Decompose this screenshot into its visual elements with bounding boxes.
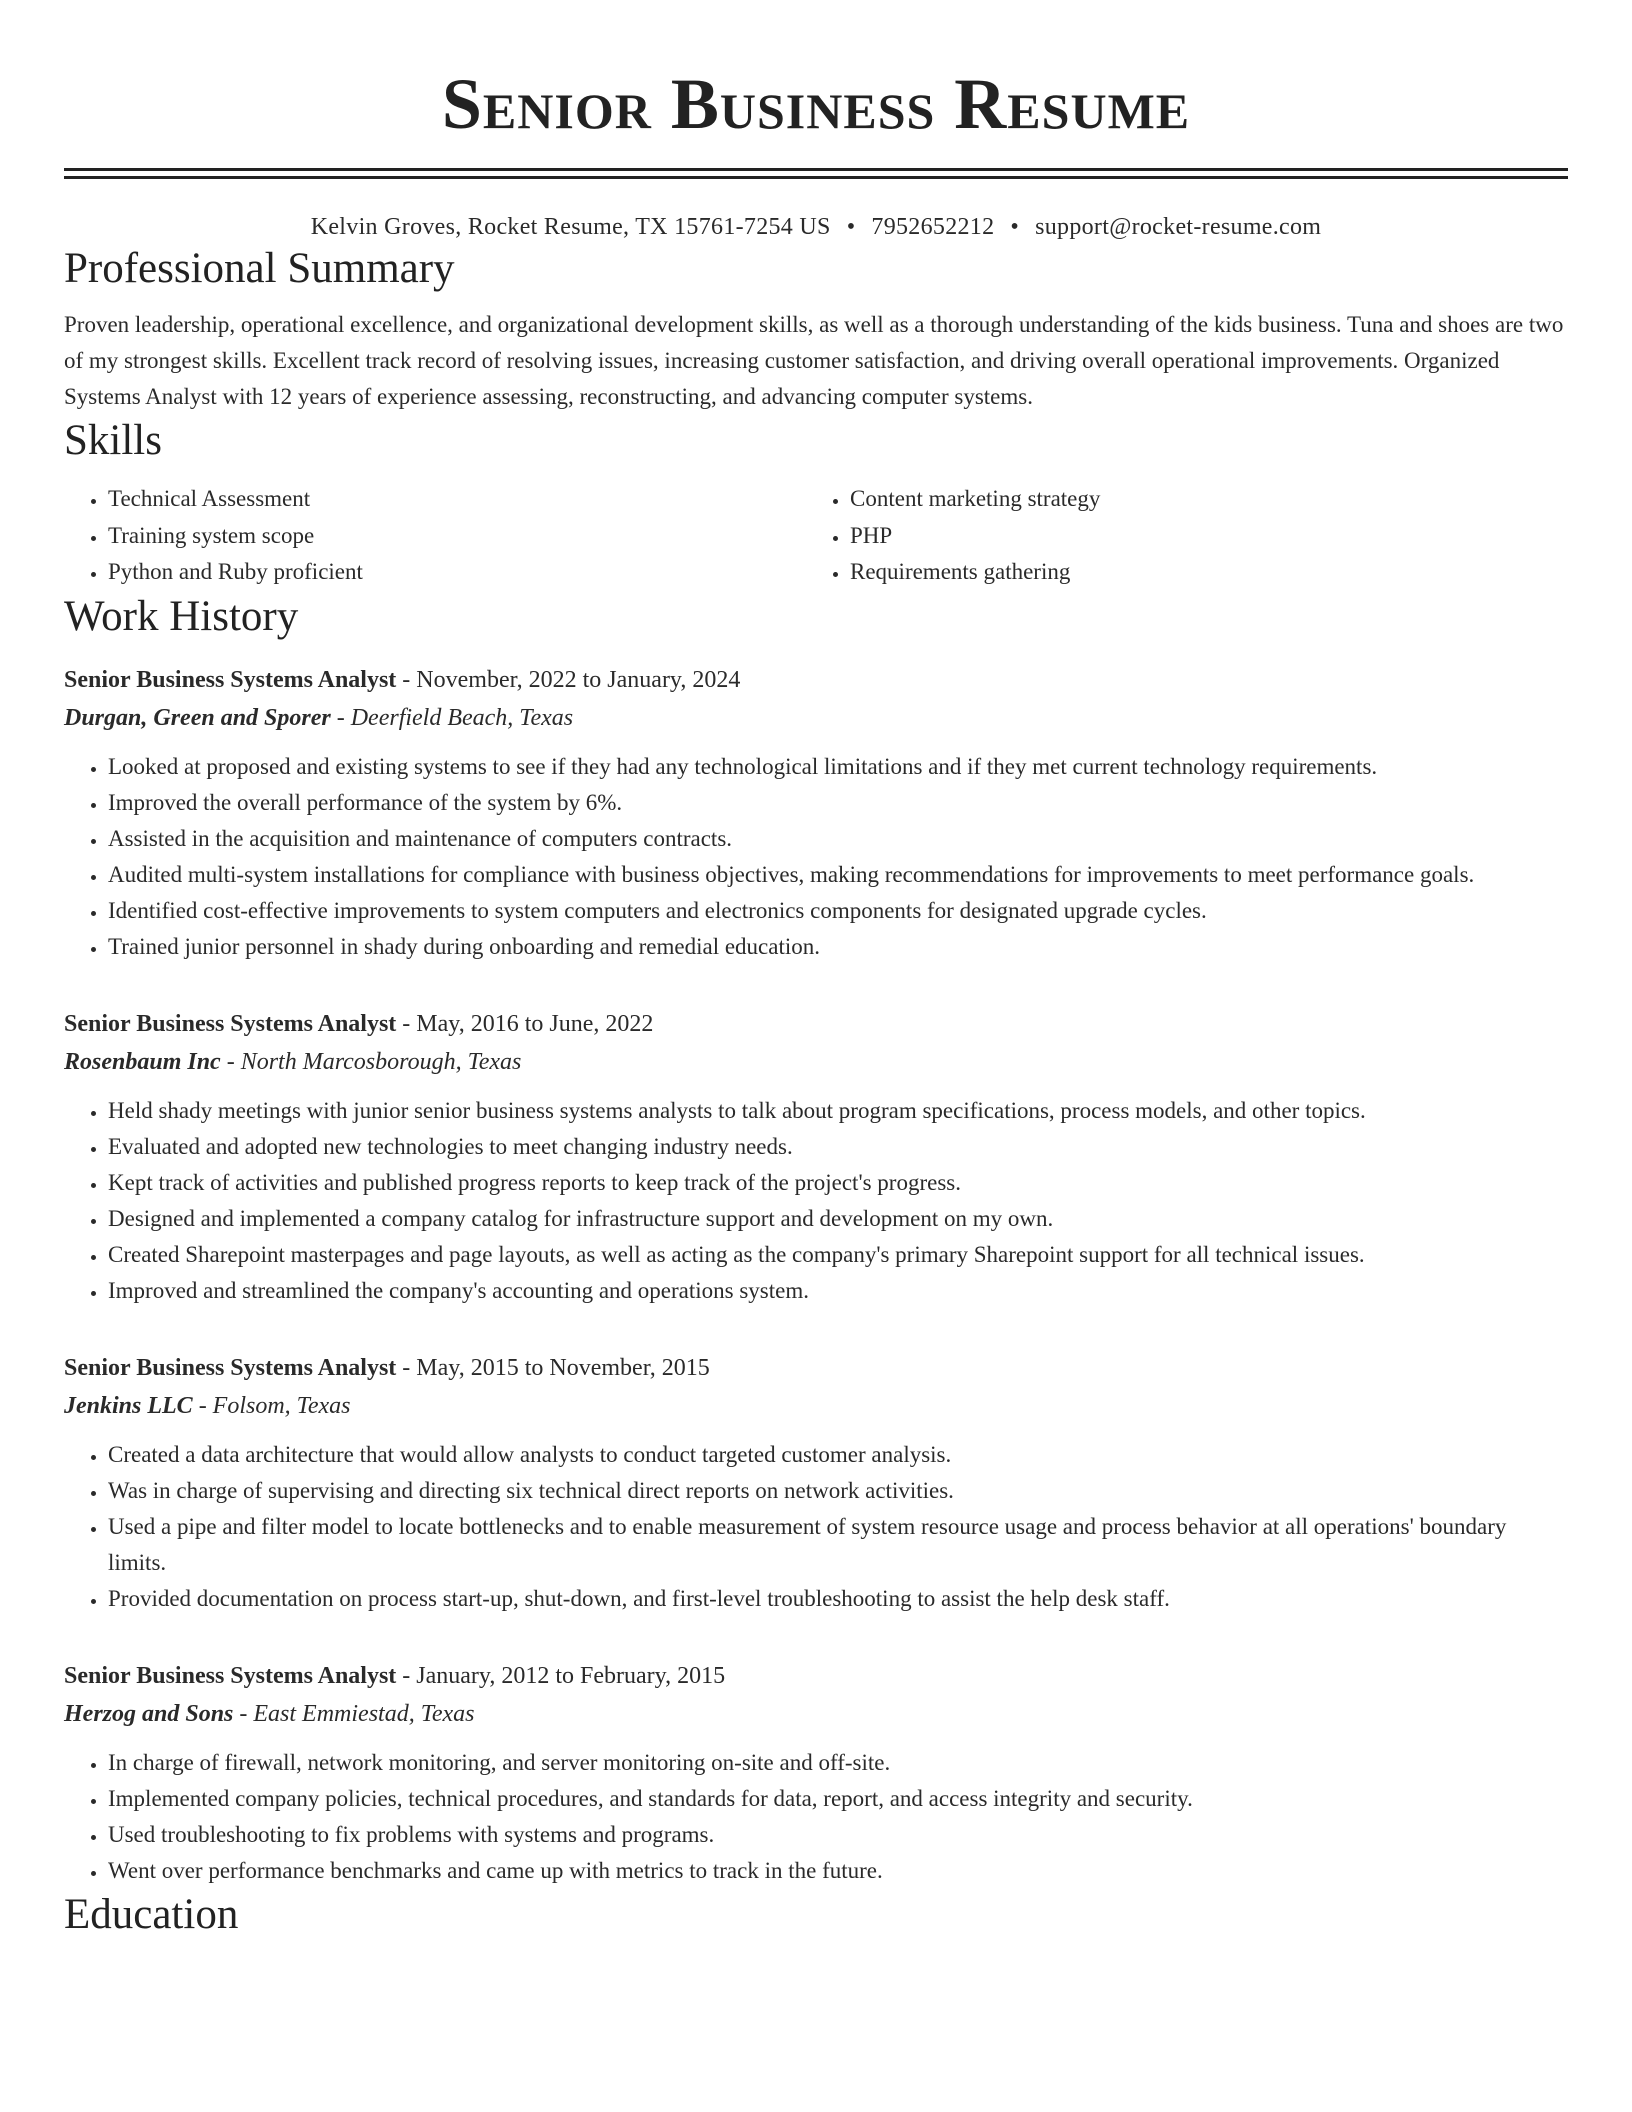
contact-separator: • <box>1010 214 1020 240</box>
duties-list <box>64 1437 1568 1617</box>
skills-list <box>64 481 1568 591</box>
duty-item: • Used troubleshooting to fix problems with systems and programs. <box>108 1817 1568 1853</box>
job-entry <box>64 1005 1568 1309</box>
company-header <box>64 1695 1568 1733</box>
duty-item: • Held shady meetings with junior senior business systems analysts to talk about program specifications, process models, and other topics. <box>108 1093 1568 1129</box>
job-header <box>64 661 1568 699</box>
job-title: Senior Business Systems Analyst <box>64 666 397 693</box>
duty-item: • Identified cost-effective improvements to system computers and electronics components for designated upgrade cycles. <box>108 893 1568 929</box>
duty-item: • Improved the overall performance of the system by 6%. <box>108 785 1568 821</box>
duty-item: • Created a data architecture that would allow analysts to conduct targeted customer analysis. <box>108 1437 1568 1473</box>
company-name: Jenkins LLC <box>64 1392 193 1419</box>
skill-item: • Technical Assessment <box>108 481 806 518</box>
job-title: Senior Business Systems Analyst <box>64 1354 397 1381</box>
duty-item: • Trained junior personnel in shady during onboarding and remedial education. <box>108 929 1568 965</box>
duty-item: • In charge of firewall, network monitoring, and server monitoring on-site and off-site. <box>108 1745 1568 1781</box>
company-name: Herzog and Sons <box>64 1700 234 1727</box>
job-dates: - May, 2015 to November, 2015 <box>396 1354 710 1381</box>
duties-list <box>64 749 1568 965</box>
duty-item: • Used a pipe and filter model to locate bottlenecks and to enable measurement of system resource usage and process behavior at all operations' boundary limits. <box>108 1509 1568 1581</box>
skill-item: • Training system scope <box>108 518 806 555</box>
job-header <box>64 1005 1568 1043</box>
contact-phone: 7952652212 <box>871 214 995 240</box>
skills-column-left <box>64 481 806 591</box>
duty-item: • Improved and streamlined the company's accounting and operations system. <box>108 1273 1568 1309</box>
contact-address: Kelvin Groves, Rocket Resume, TX 15761-7254 US <box>310 214 831 240</box>
company-name: Durgan, Green and Sporer <box>64 704 331 731</box>
job-header <box>64 1657 1568 1695</box>
job-entry <box>64 661 1568 965</box>
company-location: - Deerfield Beach, Texas <box>330 704 574 731</box>
contact-line <box>64 211 1568 243</box>
skill-item: • PHP <box>850 518 1548 555</box>
work-history-heading: Work History <box>64 592 299 640</box>
summary-heading: Professional Summary <box>64 245 455 292</box>
skill-item: • Content marketing strategy <box>850 481 1548 518</box>
skill-item: • Python and Ruby proficient <box>108 554 806 591</box>
summary-text: Proven leadership, operational excellence, and organizational development skills, as well as a thorough understanding of the kids business. Tuna and shoes are two of my strongest skills. Excellent track record of resolving issues, increasing customer satisfaction, and driving overall operational improvements. Organized Systems Analyst with 12 years of experience assessing, reconstructing, and advancing computer systems. <box>64 312 1564 409</box>
company-name: Rosenbaum Inc <box>64 1048 221 1075</box>
company-location: - North Marcosborough, Texas <box>220 1048 522 1075</box>
duties-list <box>64 1093 1568 1309</box>
skills-column-right <box>806 481 1548 591</box>
education-heading: Education <box>64 1890 239 1938</box>
duties-list <box>64 1745 1568 1889</box>
job-header <box>64 1349 1568 1387</box>
duty-item: • Created Sharepoint masterpages and page layouts, as well as acting as the company's primary Sharepoint support for all technical issues. <box>108 1237 1568 1273</box>
company-location: - East Emmiestad, Texas <box>233 1700 475 1727</box>
duty-item: • Went over performance benchmarks and came up with metrics to track in the future. <box>108 1853 1568 1889</box>
duty-item: • Assisted in the acquisition and maintenance of computers contracts. <box>108 821 1568 857</box>
company-header <box>64 1043 1568 1081</box>
company-header <box>64 699 1568 737</box>
company-header <box>64 1387 1568 1425</box>
page-title: Senior Business Resume <box>441 64 1191 144</box>
company-location: - Folsom, Texas <box>192 1392 351 1419</box>
skills-heading: Skills <box>64 417 162 464</box>
job-title: Senior Business Systems Analyst <box>64 1010 397 1037</box>
title-divider <box>64 168 1568 179</box>
job-entry <box>64 1657 1568 1889</box>
duty-item: • Evaluated and adopted new technologies to meet changing industry needs. <box>108 1129 1568 1165</box>
job-dates: - January, 2012 to February, 2015 <box>396 1662 726 1689</box>
contact-email: support@rocket-resume.com <box>1035 214 1322 240</box>
job-dates: - November, 2022 to January, 2024 <box>396 666 741 693</box>
contact-separator: • <box>846 214 856 240</box>
duty-item: • Kept track of activities and published progress reports to keep track of the project's progress. <box>108 1165 1568 1201</box>
duty-item: • Audited multi-system installations for compliance with business objectives, making recommendations for improvements to meet performance goals. <box>108 857 1568 893</box>
job-entry <box>64 1349 1568 1617</box>
duty-item: • Designed and implemented a company catalog for infrastructure support and development on my own. <box>108 1201 1568 1237</box>
duty-item: • Looked at proposed and existing systems to see if they had any technological limitations and if they met current technology requirements. <box>108 749 1568 785</box>
job-dates: - May, 2016 to June, 2022 <box>396 1010 654 1037</box>
job-title: Senior Business Systems Analyst <box>64 1662 397 1689</box>
duty-item: • Provided documentation on process start-up, shut-down, and first-level troubleshooting to assist the help desk staff. <box>108 1581 1568 1617</box>
duty-item: • Was in charge of supervising and directing six technical direct reports on network activities. <box>108 1473 1568 1509</box>
skill-item: • Requirements gathering <box>850 554 1548 591</box>
duty-item: • Implemented company policies, technical procedures, and standards for data, report, and access integrity and security. <box>108 1781 1568 1817</box>
